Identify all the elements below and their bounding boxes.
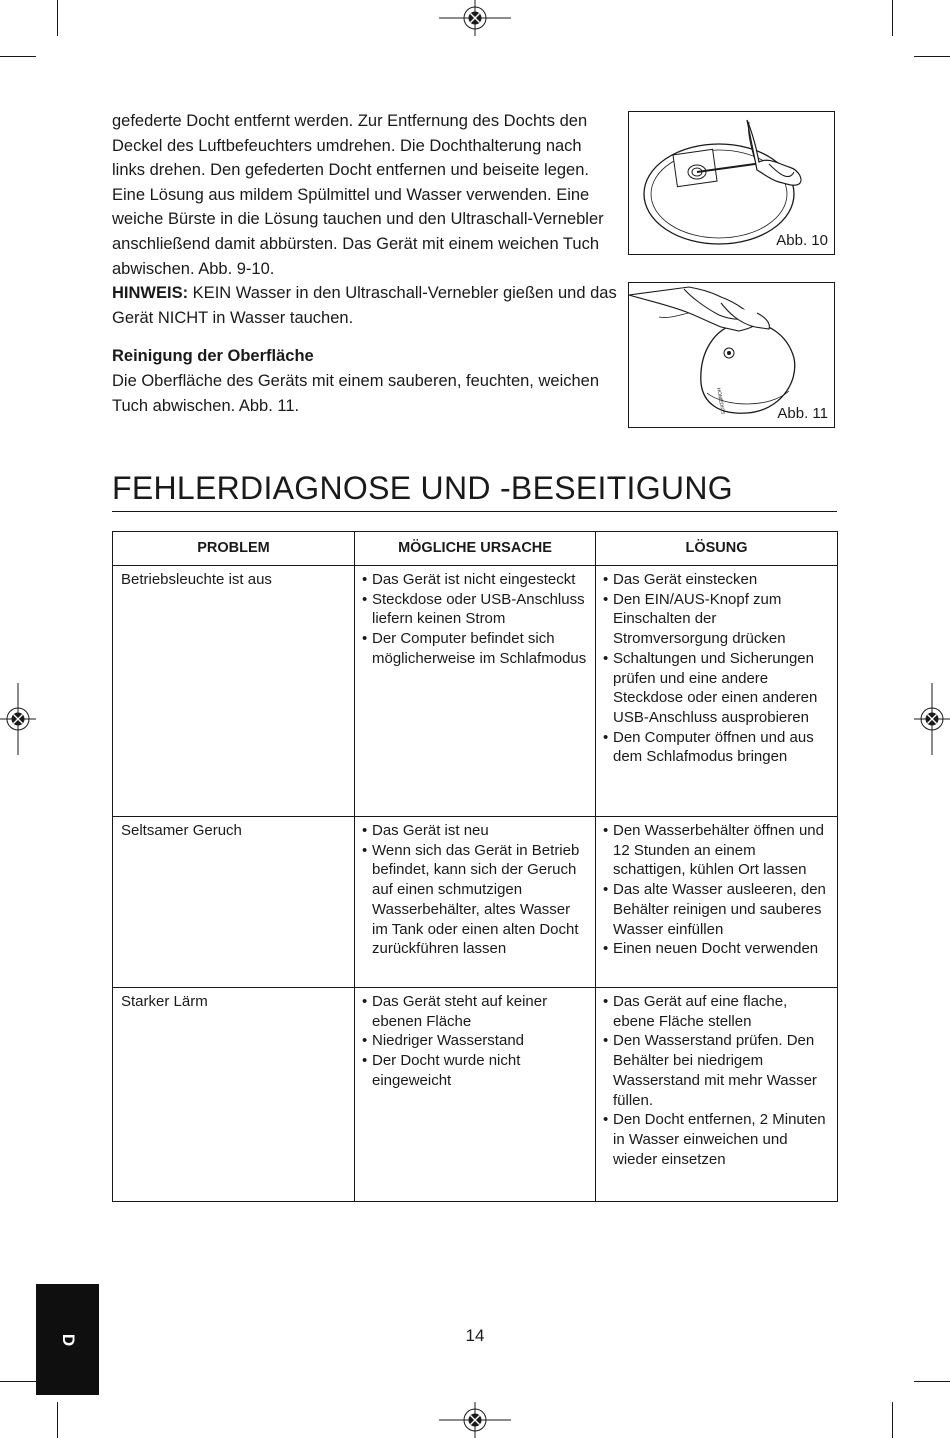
list-item: • Das Gerät einstecken <box>603 570 831 590</box>
cause-cell <box>355 817 596 988</box>
solution-cell <box>596 988 838 1202</box>
crop-mark <box>0 1381 36 1382</box>
problem-cell: Seltsamer Geruch <box>113 817 355 988</box>
table-row <box>113 566 838 817</box>
note-label: HINWEIS: <box>112 284 189 303</box>
crop-mark <box>914 56 950 57</box>
surface-cleaning-text: Die Oberfläche des Geräts mit einem sauberen, feuchten, weichen Tuch abwischen. Abb. 11. <box>112 371 600 415</box>
list-item: • Der Docht wurde nicht eingeweicht <box>362 1051 589 1090</box>
list-item: • Das Gerät ist neu <box>362 821 589 841</box>
language-tab-label: D <box>58 1333 78 1346</box>
note-text: KEIN Wasser in den Ultraschall-Vernebler gießen und das Gerät NICHT in Wasser tauchen. <box>112 284 617 327</box>
surface-cleaning-heading: Reinigung der Oberfläche <box>112 347 314 366</box>
humidifier-logo: HOMEDICS <box>715 387 726 415</box>
figure-10-caption: Abb. 10 <box>776 232 828 249</box>
cleaning-paragraph: gefederte Docht entfernt werden. Zur Entfernung des Dochts den Deckel des Luftbefeuchters umdrehen. Die Dochthalterung nach links drehen. Den gefederten Docht entfernen und beiseite legen. Eine Lösung aus mildem Spülmittel und Wasser verwenden. Eine weiche Bürste in die Lösung tauchen und den Ultraschall-Vernebler anschließend damit abbürsten. Das Gerät mit einem weichen Tuch abwischen. Abb. 9-10. <box>112 112 604 278</box>
solution-cell <box>596 817 838 988</box>
troubleshooting-table <box>112 531 838 1202</box>
column-header-problem: PROBLEM <box>113 532 355 566</box>
list-item: • Den EIN/AUS-Knopf zum Einschalten der Stromversorgung drücken <box>603 590 831 649</box>
column-header-cause: MÖGLICHE URSACHE <box>355 532 596 566</box>
table-row <box>113 817 838 988</box>
list-item: • Wenn sich das Gerät in Betrieb befindet, kann sich der Geruch auf einen schmutzigen Wasserbehälter, altes Wasser im Tank oder einen alten Docht zurückführen lassen <box>362 841 589 959</box>
list-item: • Den Wasserstand prüfen. Den Behälter bei niedrigem Wasserstand mit mehr Wasser füllen. <box>603 1031 831 1110</box>
crop-mark <box>892 1402 893 1438</box>
figure-10 <box>628 111 835 255</box>
solution-cell <box>596 566 838 817</box>
list-item: • Schaltungen und Sicherungen prüfen und eine andere Steckdose oder einen anderen USB-Anschluss ausprobieren <box>603 649 831 728</box>
list-item: • Einen neuen Docht verwenden <box>603 939 831 959</box>
figure-11-caption: Abb. 11 <box>777 405 828 422</box>
table-header-row <box>113 532 838 566</box>
crop-mark <box>57 1402 58 1438</box>
list-item: • Den Computer öffnen und aus dem Schlafmodus bringen <box>603 728 831 767</box>
problem-cell: Betriebsleuchte ist aus <box>113 566 355 817</box>
list-item: • Steckdose oder USB-Anschluss liefern keinen Strom <box>362 590 589 629</box>
list-item: • Das Gerät ist nicht eingesteckt <box>362 570 589 590</box>
crop-mark <box>914 1381 950 1382</box>
cause-cell <box>355 566 596 817</box>
page-number: 14 <box>465 1326 485 1345</box>
registration-mark-left <box>0 683 36 755</box>
registration-mark-bottom <box>439 1402 511 1438</box>
crop-mark <box>57 0 58 36</box>
note-paragraph <box>112 281 617 330</box>
list-item: • Der Computer befindet sich möglicherweise im Schlafmodus <box>362 629 589 668</box>
column-header-solution: LÖSUNG <box>596 532 838 566</box>
registration-mark-top <box>439 0 511 36</box>
list-item: • Niedriger Wasserstand <box>362 1031 589 1051</box>
intro-text-block <box>112 109 617 418</box>
registration-mark-right <box>914 683 950 755</box>
problem-cell: Starker Lärm <box>113 988 355 1202</box>
crop-mark <box>892 0 893 36</box>
list-item: • Das Gerät steht auf keiner ebenen Fläche <box>362 992 589 1031</box>
list-item: • Das alte Wasser ausleeren, den Behälter reinigen und sauberes Wasser einfüllen <box>603 880 831 939</box>
cause-cell <box>355 988 596 1202</box>
list-item: • Das Gerät auf eine flache, ebene Fläche stellen <box>603 992 831 1031</box>
table-row <box>113 988 838 1202</box>
figure-11 <box>628 282 835 428</box>
section-title: FEHLERDIAGNOSE UND -BESEITIGUNG <box>112 466 837 512</box>
list-item: • Den Wasserbehälter öffnen und 12 Stunden an einem schattigen, kühlen Ort lassen <box>603 821 831 880</box>
list-item: • Den Docht entfernen, 2 Minuten in Wasser einweichen und wieder einsetzen <box>603 1110 831 1169</box>
crop-mark <box>0 56 36 57</box>
